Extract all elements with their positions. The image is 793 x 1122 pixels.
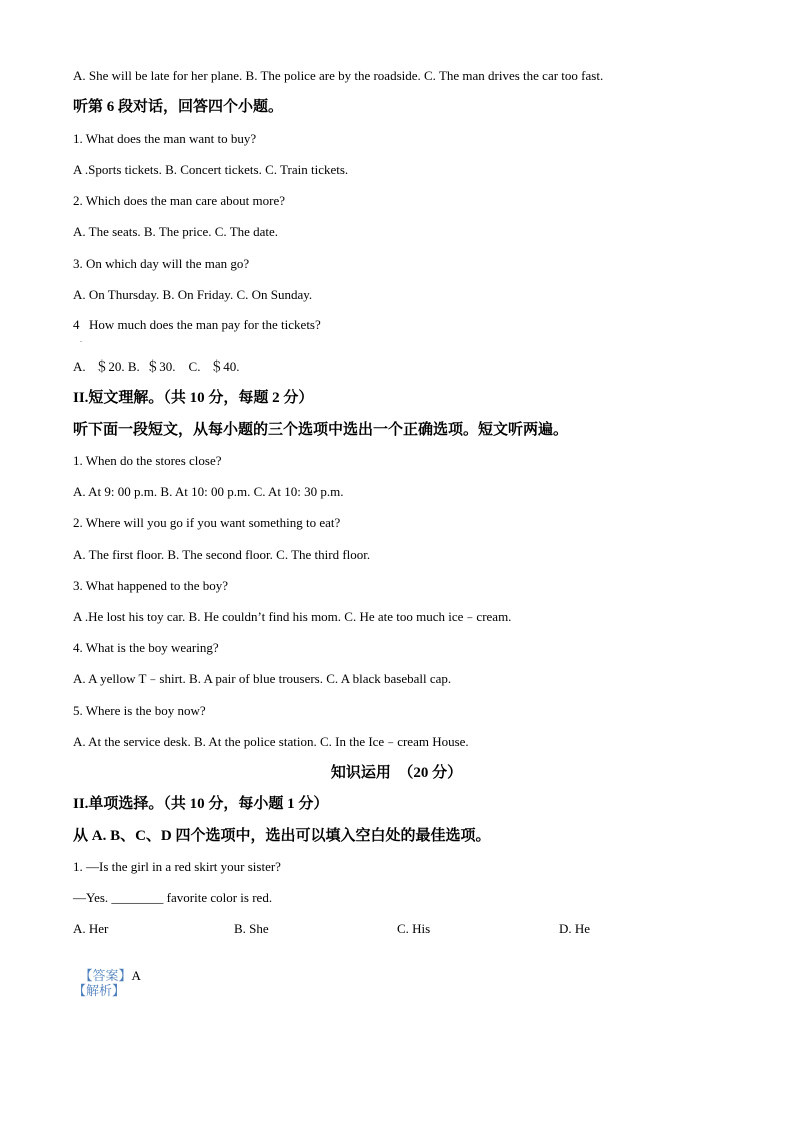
question-stem: 5. Where is the boy now?: [73, 703, 206, 718]
answer-label: 【答案】: [79, 968, 132, 983]
answer-value: A: [131, 968, 141, 983]
question-number-dot: .: [80, 335, 82, 344]
option-c: C. His: [397, 921, 431, 936]
question-number: 4: [73, 317, 80, 332]
section-heading: II.单项选择。（共 10 分，每小题 1 分）: [73, 796, 329, 812]
question-options: A .Sports tickets. B. Concert tickets. C. Train tickets.: [73, 162, 349, 177]
question-stem: 1. When do the stores close?: [73, 453, 222, 468]
question-options: A. The first floor. B. The second floor. C. The third floor.: [73, 547, 371, 562]
option-a: A. Her: [73, 921, 109, 936]
passage-heading: II.短文理解。（共 10 分，每题 2 分）: [73, 390, 314, 406]
question-stem: 3. On which day will the man go?: [73, 256, 250, 271]
question-options: A. ＄20. B. ＄30. C. ＄40.: [73, 359, 240, 374]
passage-instruction: 听下面一段短文，从每小题的三个选项中选出一个正确选项。短文听两遍。: [73, 422, 569, 438]
question-stem: 3. What happened to the boy?: [73, 578, 228, 593]
question-stem: 4. What is the boy wearing?: [73, 640, 219, 655]
question-reply: —Yes. ________ favorite color is red.: [73, 890, 273, 905]
question-stem: How much does the man pay for the tickets?: [89, 317, 321, 332]
question-stem: 1. —Is the girl in a red skirt your sister?: [73, 859, 281, 874]
answer-line: [73, 952, 141, 984]
dialogue6-heading: 听第 6 段对话，回答四个小题。: [73, 99, 284, 115]
option-b: B. She: [234, 921, 269, 936]
question-options: A. On Thursday. B. On Friday. C. On Sunday.: [73, 287, 313, 302]
question-options: A. A yellow T﹣shirt. B. A pair of blue trousers. C. A black baseball cap.: [73, 671, 452, 686]
question-options: A .He lost his toy car. B. He couldn’t find his mom. C. He ate too much ice﹣cream.: [73, 609, 512, 624]
option-d: D. He: [559, 921, 591, 936]
question-options: A. At 9: 00 p.m. B. At 10: 00 p.m. C. At 10: 30 p.m.: [73, 484, 344, 499]
previous-options: A. She will be late for her plane. B. The police are by the roadside. C. The man drives the car too fast.: [73, 68, 604, 83]
section-instruction: 从 A. B、C、D 四个选项中，选出可以填入空白处的最佳选项。: [73, 828, 491, 844]
question-options: A. The seats. B. The price. C. The date.: [73, 224, 279, 239]
analysis-label: 【解析】: [73, 983, 126, 998]
question-stem: 2. Where will you go if you want something to eat?: [73, 515, 341, 530]
question-stem: 2. Which does the man care about more?: [73, 193, 286, 208]
knowledge-title: 知识运用 （20 分）: [330, 765, 463, 781]
question-options: A. At the service desk. B. At the police station. C. In the Ice﹣cream House.: [73, 734, 469, 749]
question-stem: 1. What does the man want to buy?: [73, 131, 257, 146]
